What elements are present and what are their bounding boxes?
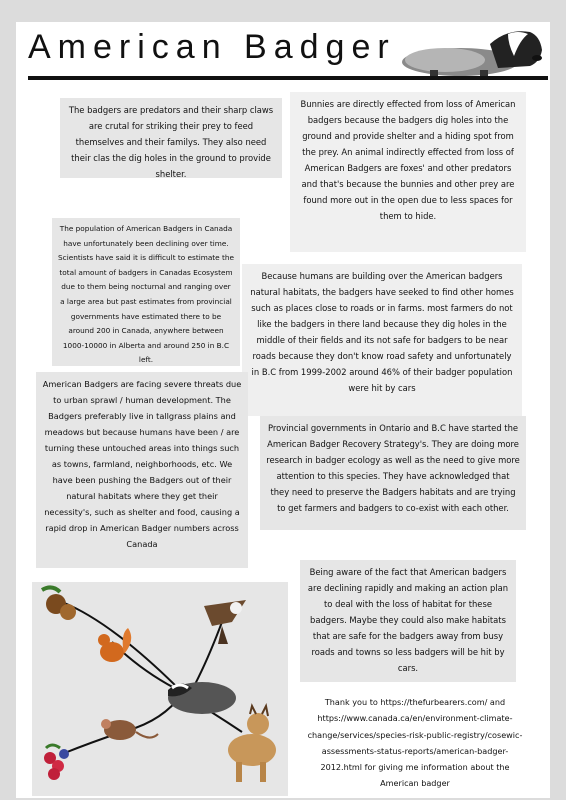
- food-web-diagram: [32, 582, 288, 796]
- text-box-claws: The badgers are predators and their sharp claws are crutal for striking their prey to feed themselves and their familys. They also need their clas the dig holes in the ground to provide shelter.: [60, 98, 282, 178]
- eagle-icon: [204, 600, 246, 644]
- badger-icon: [168, 682, 236, 714]
- text-box-population: The population of American Badgers in Canada have unfortunately been declining over time. Scientists have said it is difficult to estimate the total amount of badgers in Canadas Ecosystem due to them being nocturnal and ranging over a large area but past estimates from provincial governments have estimated there to be around 200 in Canada, anywhere between 1000-10000 in Alberta and around 250 in B.C left.: [52, 218, 240, 366]
- text-box-action: Being aware of the fact that American badgers are declining rapidly and making an action plan to deal with the loss of habitat for these badgers. Maybe they could also make habitats that are safe for the badgers away from busy roads and towns so less badgers will be hit by cars.: [300, 560, 516, 682]
- thanks-note: Thank you to https://thefurbearers.com/ and https://www.canada.ca/en/environment-climate-change/services/species-risk-public-registry/cosewic-assessments-status-reports/american-badger-2012.html for giving me information about the American badger: [307, 697, 523, 789]
- badger-illustration: [390, 22, 550, 82]
- title-underline: [28, 76, 548, 80]
- poster-page: [16, 22, 550, 798]
- text-box-bunnies: Bunnies are directly effected from loss of American badgers because the badgers dig holes into the ground and provide shelter and a hiding spot from the prey. An animal indirectly effected from loss of American Badgers are foxes' and other predators and that's because the bunnies and other prey are found more out in the open due to less spaces for them to hide.: [290, 92, 526, 252]
- text-box-roads: Because humans are building over the American badgers natural habitats, the badgers have seeked to find other homes such as places close to roads or in farms. most farmers do not like the badgers in there land because they dig holes in the middle of their fields and its not safe for badgers to be near roads because they don't know road safety and unfortunately in B.C from 1999-2002 around 46% of their badger population were hit by cars: [242, 264, 522, 416]
- lynx-icon: [228, 706, 276, 782]
- text-box-recovery: Provincial governments in Ontario and B.C have started the American Badger Recovery Strategy's. They are doing more research in badger ecology as well as the need to give more attention to this species. They have acknowledged that they need to preserve the Badgers habitats and are trying to get farmers and badgers to co-exist with each other.: [260, 416, 526, 530]
- berries-icon: [44, 745, 69, 780]
- text-box-threats: American Badgers are facing severe threats due to urban sprawl / human development. The Badgers preferably live in tallgrass plains and meadows but because humans have been / are turning these untouched areas into things such as towns, farmland, neighborhoods, etc. We have been pushing the Badgers out of their natural habitats where they get their necessity's, such as shelter and food, causing a rapid drop in American Badger numbers across Canada: [36, 372, 248, 568]
- nuts-icon: [42, 587, 76, 620]
- page-title: American Badger: [28, 28, 396, 66]
